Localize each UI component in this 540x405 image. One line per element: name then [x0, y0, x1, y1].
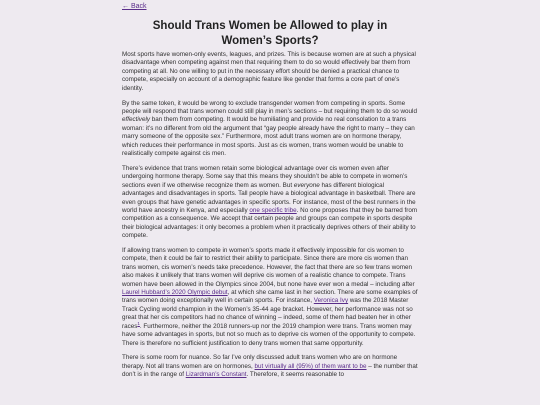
paragraph-5: [122, 354, 418, 379]
paragraph-text: was the 2018 Master Track Cycling world champion in the Women’s 35-44 age bracket. However, her performance was not so great that her cis competitors had no chance of winning – indeed, some of them had beaten her in other races: [122, 297, 413, 330]
paragraph-text: – the number that don’t is in the range of: [122, 362, 418, 379]
paragraph-1: Most sports have women-only events, leagues, and prizes. This is because women are at such a physical disadvantage when competing against men that requiring them to do so would effectively bar them from competing at all. No one willing to put in the necessary effort should be denied a practical chance to compete, especially on account of a demographic feature like gender that forms a core part of one’s identity.: [122, 51, 416, 92]
paragraph-text: , at which she came last in her section. There are some examples of trans women doing exceptionally well in certain sports. For instance,: [122, 289, 418, 305]
link-veronica-ivy[interactable]: Veronica Ivy: [313, 297, 349, 305]
emphasis: everyone: [293, 181, 320, 189]
paragraph-text: has different biological advantages and disadvantages in sports. Tall people have a biological advantage in basketball. There are even groups that have genetic advantages in specific sports. For instance, most of the best runners in the world have ancestry in Kenya, and especially: [122, 181, 416, 214]
title-line-1: Should Trans Women be Allowed to play in: [152, 20, 388, 32]
link-lizardmans-constant[interactable]: Lizardman’s Constant: [185, 371, 247, 379]
paragraph-4: [122, 247, 418, 348]
article-body: [122, 51, 418, 386]
link-laurel-hubbard[interactable]: Laurel Hubbard’s 2020 Olympic debut: [122, 289, 228, 297]
paragraph-text: . Furthermore, neither the 2018 runners-up nor the 2019 champion were trans. Trans women may have some advantages in sports, but not so much as to deprive cis women of the opportunity to compete. There is therefore no sufficient justification to deny trans women that same opportunity.: [122, 322, 416, 347]
paragraph-3: [122, 165, 418, 241]
paragraph-text: There is some room for nuance. So far I’ve only discussed adult trans women who are on hormone therapy. Not all trans women are on hormones,: [122, 354, 398, 370]
paragraph-text: If allowing trans women to compete in women’s sports made it effectively impossible for cis women to compete, then it could be fair to restrict their ability to participate. Since there are more cis women than trans women, cis women’s needs take precedence. However, the fact that there are so few trans women also makes it unlikely that trans women will deprive cis women of a realistic chance to compete. Trans women have been allowed in the Olympics since 2004, but none have ever won a medal – including after: [122, 247, 415, 288]
title-line-2: Women’s Sports?: [221, 35, 319, 47]
paragraph-text: ban them from competing. It would be humiliating and provide no real consolation to a trans woman: it’s no different from old the argument that “gay people already have the right to marry – they can marry someone of the opposite sex.” Furthermore, most adult trans women are on hormone therapy, which reduces their performance in most sports. Just as cis women, trans women would be unable to realistically compete against cis men.: [122, 116, 415, 157]
page-title: [0, 19, 540, 49]
paragraph-text: . No one proposes that they be barred from competition as a consequence. We accept that certain people and groups can compete in sports despite their biological advantages: it only becomes a problem when it practically deprives others of their ability to compete.: [122, 206, 418, 240]
back-link[interactable]: ← Back: [122, 3, 147, 10]
paragraph-2: [122, 100, 418, 159]
paragraph-text: . Therefore, it seems reasonable to: [246, 371, 345, 379]
footnote-link-1[interactable]: 1: [137, 320, 140, 326]
emphasis: effectively: [122, 116, 150, 124]
paragraph-text: By the same token, it would be wrong to exclude transgender women from competing in sports. Some people will respond that trans women could still play in men’s sections – but requiring them to do so would: [122, 99, 417, 115]
link-hormone-statistics[interactable]: but virtually all (95%) of them want to be: [254, 362, 367, 370]
link-specific-tribe[interactable]: one specific tribe: [249, 206, 297, 214]
paragraph-text: There’s evidence that trans women retain some biological advantage over cis women even after undergoing hormone therapy. Some say that this means they shouldn’t be able to compete in women’s sections even if we otherwise recognize them as women. But: [122, 164, 408, 189]
